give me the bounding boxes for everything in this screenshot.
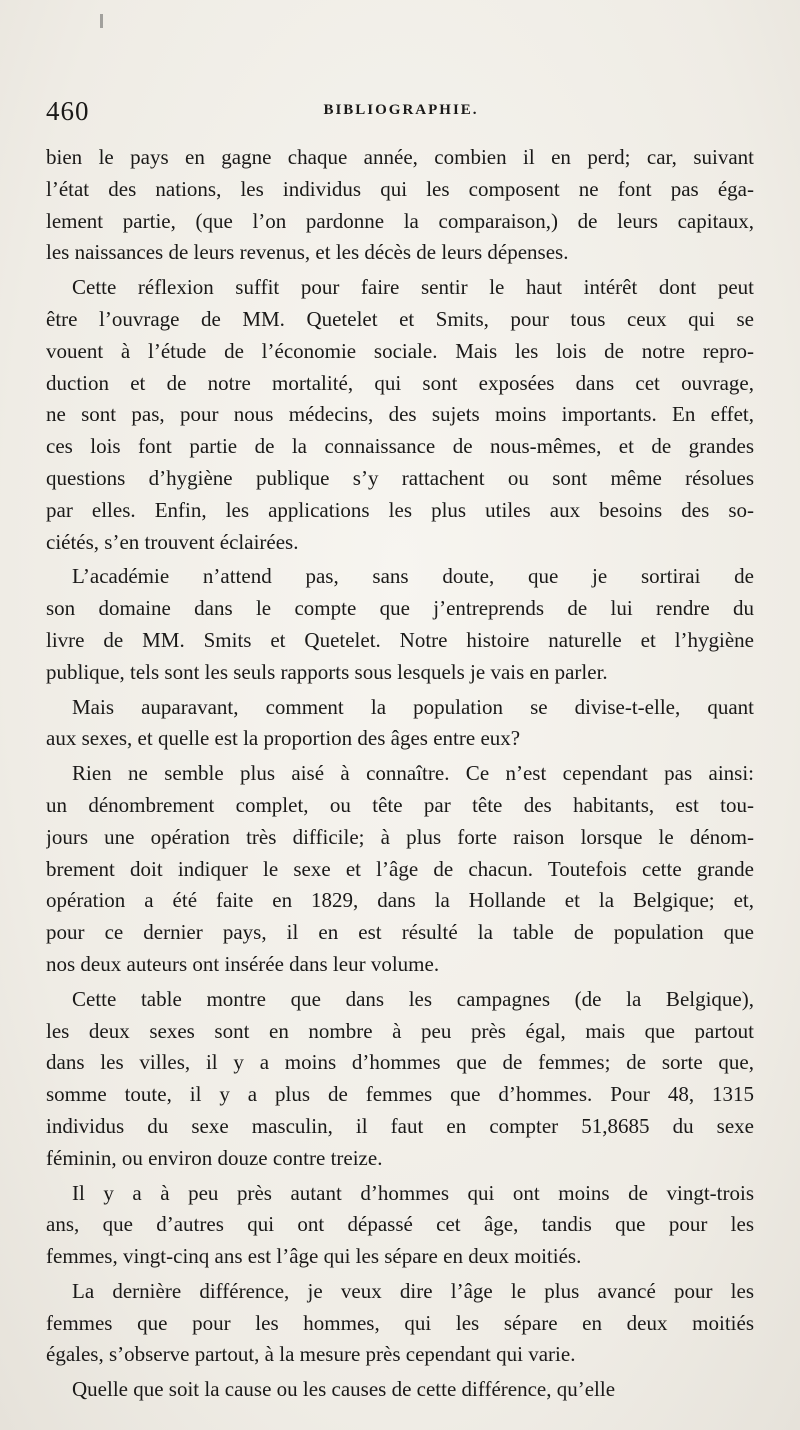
text-line: opération a été faite en 1829, dans la Hollande et la Belgique; et, — [46, 888, 754, 913]
text-line: individus du sexe masculin, il faut en compter 51,8685 du sexe — [46, 1113, 754, 1138]
text-line: lement partie, (que l’on pardonne la comparaison,) de leurs capitaux, — [46, 208, 754, 233]
text-line: Il y a à peu près autant d’hommes qui ont moins de vingt-trois — [72, 1180, 754, 1205]
text-line: vouent à l’étude de l’économie sociale. Mais les lois de notre repro- — [46, 338, 754, 363]
text-line: publique, tels sont les seuls rapports sous lesquels je vais en parler. — [46, 659, 608, 684]
paragraph — [46, 561, 754, 688]
text-line: pour ce dernier pays, il en est résulté la table de population que — [46, 920, 754, 945]
text-line: les naissances de leurs revenus, et les décès de leurs dépenses. — [46, 240, 569, 265]
text-line: dans les villes, il y a moins d’hommes que de femmes; de sorte que, — [46, 1050, 754, 1075]
paragraph — [46, 984, 754, 1175]
page-header — [46, 96, 756, 136]
paragraph — [46, 758, 754, 981]
text-line: ne sont pas, pour nous médecins, des sujets moins importants. En effet, — [46, 402, 754, 427]
paragraph — [46, 1374, 754, 1406]
paragraph — [46, 692, 754, 756]
page-number: 460 — [46, 96, 90, 126]
text-line: Quelle que soit la cause ou les causes de cette différence, qu’elle — [72, 1377, 616, 1402]
text-line: bien le pays en gagne chaque année, combien il en perd; car, suivant — [46, 145, 754, 169]
paragraph — [46, 1276, 754, 1371]
text-line: aux sexes, et quelle est la proportion des âges entre eux? — [46, 726, 521, 751]
text-line: somme toute, il y a plus de femmes que d’hommes. Pour 48, 1315 — [46, 1082, 754, 1107]
paragraph — [46, 142, 754, 269]
running-head: BIBLIOGRAPHIE. — [323, 102, 479, 118]
text-line: duction et de notre mortalité, qui sont exposées dans cet ouvrage, — [46, 370, 754, 395]
text-line: femmes, vingt-cinq ans est l’âge qui les sépare en deux moitiés. — [46, 1244, 582, 1269]
text-line: femmes que pour les hommes, qui les sépare en deux moitiés — [46, 1310, 754, 1335]
paragraph — [46, 1178, 754, 1273]
text-line: questions d’hygiène publique s’y rattachent ou sont même résolues — [46, 465, 754, 490]
text-line: son domaine dans le compte que j’entreprends de lui rendre du — [46, 596, 754, 621]
text-line: l’état des nations, les individus qui les composent ne font pas éga- — [46, 176, 754, 201]
text-line: Cette table montre que dans les campagnes (de la Belgique), — [72, 986, 754, 1011]
text-line: brement doit indiquer le sexe et l’âge de chacun. Toutefois cette grande — [46, 856, 754, 881]
ink-speck — [100, 14, 103, 28]
text-line: La dernière différence, je veux dire l’âge le plus avancé pour les — [72, 1278, 754, 1303]
text-line: Cette réflexion suffit pour faire sentir le haut intérêt dont peut — [72, 275, 754, 300]
text-line: les deux sexes sont en nombre à peu près égal, mais que partout — [46, 1018, 754, 1043]
text-line: livre de MM. Smits et Quetelet. Notre histoire naturelle et l’hygiène — [46, 627, 754, 652]
text-line: jours une opération très difficile; à plus forte raison lorsque le dénom- — [46, 824, 754, 849]
text-line: par elles. Enfin, les applications les plus utiles aux besoins des so- — [46, 497, 754, 522]
body-text — [46, 142, 754, 1406]
text-line: ans, que d’autres qui ont dépassé cet âge, tandis que pour les — [46, 1212, 754, 1237]
text-line: nos deux auteurs ont insérée dans leur volume. — [46, 951, 440, 976]
text-line: L’académie n’attend pas, sans doute, que je sortirai de — [72, 564, 754, 589]
text-line: féminin, ou environ douze contre treize. — [46, 1145, 383, 1170]
text-line: égales, s’observe partout, à la mesure près cependant qui varie. — [46, 1342, 576, 1367]
text-line: Mais auparavant, comment la population se divise-t-elle, quant — [72, 694, 754, 719]
text-line: Rien ne semble plus aisé à connaître. Ce n’est cependant pas ainsi: — [72, 761, 754, 786]
text-line: ciétés, s’en trouvent éclairées. — [46, 529, 299, 554]
text-line: être l’ouvrage de MM. Quetelet et Smits, pour tous ceux qui se — [46, 306, 754, 331]
text-line: ces lois font partie de la connaissance de nous-mêmes, et de grandes — [46, 434, 754, 459]
text-line: un dénombrement complet, ou tête par tête des habitants, est tou- — [46, 792, 754, 817]
paragraph — [46, 272, 754, 558]
